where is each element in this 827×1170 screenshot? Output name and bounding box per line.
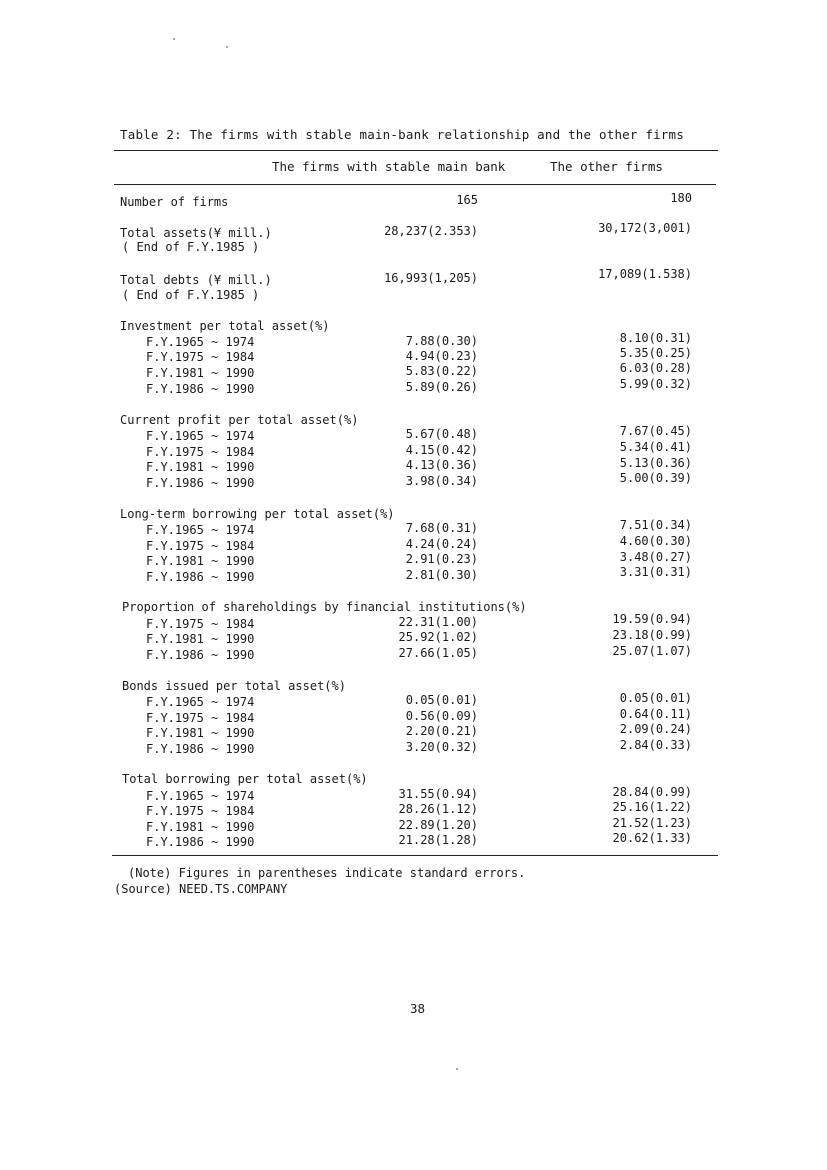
row-label: Number of firms <box>120 195 229 209</box>
period-label: F.Y.1981 ~ 1990 <box>146 726 255 740</box>
header-rule <box>114 184 716 185</box>
period-label: F.Y.1986 ~ 1990 <box>146 742 255 756</box>
period-label: F.Y.1986 ~ 1990 <box>146 382 255 396</box>
scan-speck <box>456 1068 458 1070</box>
cell-main-bank: 2.81(0.30) <box>405 568 478 582</box>
period-label: F.Y.1981 ~ 1990 <box>146 366 255 380</box>
bottom-rule <box>112 855 718 856</box>
period-label: F.Y.1975 ~ 1984 <box>146 617 255 631</box>
cell-other-firms: 5.13(0.36) <box>619 456 692 470</box>
cell-other-firms: 23.18(0.99) <box>612 628 692 642</box>
cell-main-bank: 22.31(1.00) <box>398 615 478 629</box>
period-label: F.Y.1981 ~ 1990 <box>146 554 255 568</box>
cell-main-bank: 28.26(1.12) <box>398 802 478 816</box>
cell-main-bank: 25.92(1.02) <box>398 630 478 644</box>
cell-other-firms: 5.00(0.39) <box>619 471 692 485</box>
cell-main-bank: 2.20(0.21) <box>405 724 478 738</box>
group-label: Bonds issued per total asset(%) <box>122 679 346 693</box>
period-label: F.Y.1975 ~ 1984 <box>146 539 255 553</box>
cell-other-firms: 6.03(0.28) <box>619 361 692 375</box>
row-sublabel: ( End of F.Y.1985 ) <box>122 240 260 254</box>
period-label: F.Y.1965 ~ 1974 <box>146 695 255 709</box>
cell-other-firms: 7.67(0.45) <box>619 424 692 438</box>
cell-main-bank: 4.15(0.42) <box>405 443 478 457</box>
period-label: F.Y.1975 ~ 1984 <box>146 445 255 459</box>
cell-other-firms: 4.60(0.30) <box>619 534 692 548</box>
period-label: F.Y.1975 ~ 1984 <box>146 804 255 818</box>
cell-main-bank: 4.24(0.24) <box>405 537 478 551</box>
cell-main-bank: 28,237(2.353) <box>384 224 478 238</box>
cell-main-bank: 5.67(0.48) <box>405 427 478 441</box>
period-label: F.Y.1986 ~ 1990 <box>146 648 255 662</box>
cell-other-firms: 5.35(0.25) <box>619 346 692 360</box>
cell-main-bank: 7.68(0.31) <box>405 521 478 535</box>
cell-other-firms: 25.07(1.07) <box>612 644 692 658</box>
cell-other-firms: 28.84(0.99) <box>612 785 692 799</box>
row-label: Total assets(¥ mill.) <box>120 226 272 240</box>
cell-other-firms: 25.16(1.22) <box>612 800 692 814</box>
cell-other-firms: 2.84(0.33) <box>619 738 692 752</box>
cell-other-firms: 180 <box>670 191 692 205</box>
period-label: F.Y.1965 ~ 1974 <box>146 523 255 537</box>
cell-main-bank: 31.55(0.94) <box>398 787 478 801</box>
column-header-main-bank: The firms with stable main bank <box>272 159 506 174</box>
cell-main-bank: 5.89(0.26) <box>405 380 478 394</box>
cell-other-firms: 30,172(3,001) <box>598 221 692 235</box>
cell-other-firms: 7.51(0.34) <box>619 518 692 532</box>
group-label: Investment per total asset(%) <box>120 319 330 333</box>
period-label: F.Y.1986 ~ 1990 <box>146 835 255 849</box>
row-sublabel: ( End of F.Y.1985 ) <box>122 288 260 302</box>
period-label: F.Y.1986 ~ 1990 <box>146 570 255 584</box>
cell-other-firms: 5.99(0.32) <box>619 377 692 391</box>
cell-main-bank: 3.20(0.32) <box>405 740 478 754</box>
cell-other-firms: 3.31(0.31) <box>619 565 692 579</box>
cell-other-firms: 0.05(0.01) <box>619 691 692 705</box>
table-source: (Source) NEED.TS.COMPANY <box>114 882 288 896</box>
scan-speck <box>173 38 175 40</box>
cell-main-bank: 3.98(0.34) <box>405 474 478 488</box>
period-label: F.Y.1975 ~ 1984 <box>146 711 255 725</box>
cell-other-firms: 2.09(0.24) <box>619 722 692 736</box>
table-title: Table 2: The firms with stable main-bank relationship and the other firms <box>120 127 684 142</box>
cell-main-bank: 5.83(0.22) <box>405 364 478 378</box>
cell-main-bank: 165 <box>456 193 478 207</box>
row-label: Total debts (¥ mill.) <box>120 273 272 287</box>
cell-main-bank: 21.28(1.28) <box>398 833 478 847</box>
period-label: F.Y.1981 ~ 1990 <box>146 460 255 474</box>
group-label: Current profit per total asset(%) <box>120 413 359 427</box>
cell-main-bank: 22.89(1.20) <box>398 818 478 832</box>
scan-speck <box>226 46 228 48</box>
cell-main-bank: 16,993(1,205) <box>384 271 478 285</box>
cell-other-firms: 19.59(0.94) <box>612 612 692 626</box>
group-label: Total borrowing per total asset(%) <box>122 772 368 786</box>
period-label: F.Y.1965 ~ 1974 <box>146 789 255 803</box>
cell-main-bank: 4.94(0.23) <box>405 349 478 363</box>
cell-main-bank: 7.88(0.30) <box>405 334 478 348</box>
cell-other-firms: 0.64(0.11) <box>619 707 692 721</box>
top-rule <box>114 150 718 151</box>
period-label: F.Y.1981 ~ 1990 <box>146 632 255 646</box>
group-label: Long-term borrowing per total asset(%) <box>120 507 395 521</box>
cell-main-bank: 27.66(1.05) <box>398 646 478 660</box>
cell-other-firms: 8.10(0.31) <box>619 331 692 345</box>
period-label: F.Y.1965 ~ 1974 <box>146 335 255 349</box>
table-note: (Note) Figures in parentheses indicate standard errors. <box>128 866 526 880</box>
cell-main-bank: 0.05(0.01) <box>405 693 478 707</box>
period-label: F.Y.1986 ~ 1990 <box>146 476 255 490</box>
period-label: F.Y.1965 ~ 1974 <box>146 429 255 443</box>
cell-main-bank: 2.91(0.23) <box>405 552 478 566</box>
column-header-other-firms: The other firms <box>550 159 663 174</box>
period-label: F.Y.1975 ~ 1984 <box>146 350 255 364</box>
cell-other-firms: 5.34(0.41) <box>619 440 692 454</box>
cell-main-bank: 0.56(0.09) <box>405 709 478 723</box>
cell-other-firms: 20.62(1.33) <box>612 831 692 845</box>
group-label: Proportion of shareholdings by financial institutions(%) <box>122 600 527 614</box>
cell-other-firms: 17,089(1.538) <box>598 267 692 281</box>
period-label: F.Y.1981 ~ 1990 <box>146 820 255 834</box>
cell-other-firms: 21.52(1.23) <box>612 816 692 830</box>
cell-other-firms: 3.48(0.27) <box>619 550 692 564</box>
page-number: 38 <box>410 1001 426 1016</box>
cell-main-bank: 4.13(0.36) <box>405 458 478 472</box>
